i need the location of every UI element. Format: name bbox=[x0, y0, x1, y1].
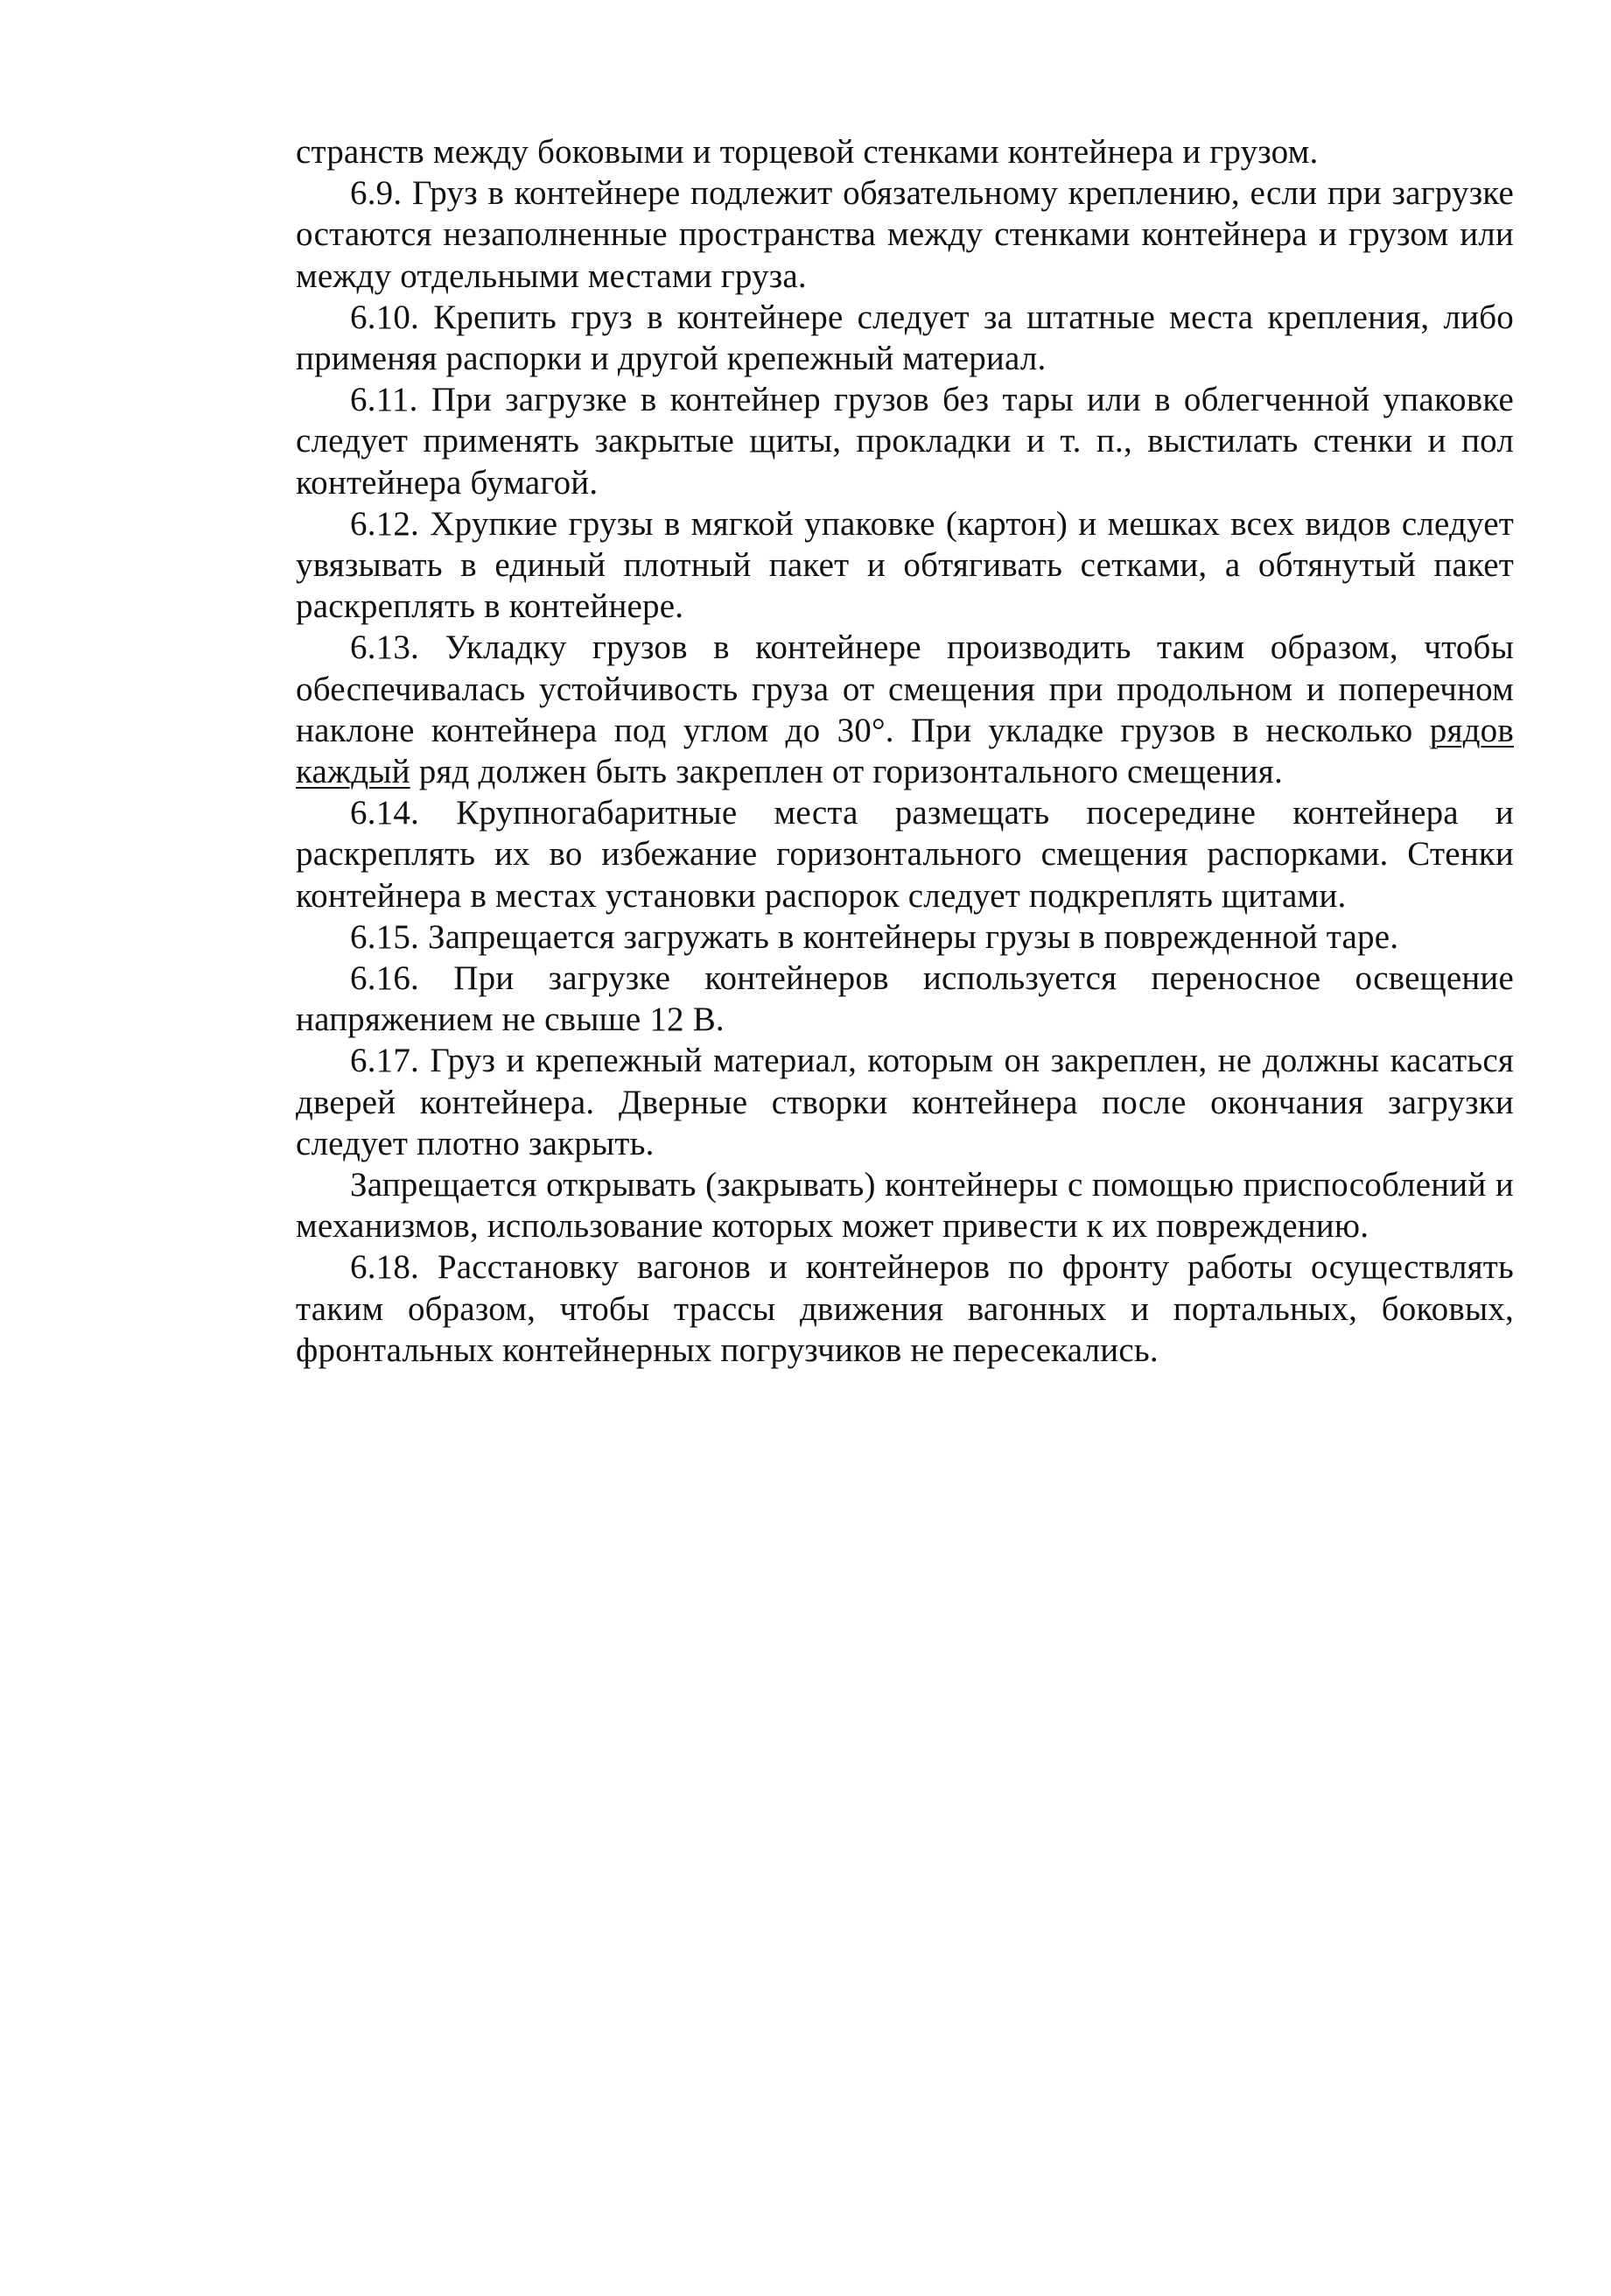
paragraph-6-10 bbox=[296, 297, 1514, 379]
paragraph-continuation bbox=[296, 131, 1514, 172]
paragraph-text: Крепить груз в контейнере следует за штатные места крепления, либо применяя распорки и другой крепежный материал. bbox=[296, 298, 1514, 378]
paragraph-text: При загрузке в контейнер грузов без тары или в облегченной упаковке следует применять закрытые щиты, прокладки и т. п., выстилать стенки и пол контейнера бумагой. bbox=[296, 381, 1514, 502]
paragraph-number: 6.13. bbox=[350, 628, 419, 667]
paragraph-text: Запрещается загружать в контейнеры грузы в поврежденной таре. bbox=[427, 917, 1399, 956]
paragraph-number: 6.9. bbox=[350, 174, 403, 213]
paragraph-6-18 bbox=[296, 1246, 1514, 1371]
paragraph-6-14 bbox=[296, 792, 1514, 916]
paragraph-6-9 bbox=[296, 172, 1514, 297]
paragraph-6-13 bbox=[296, 627, 1514, 792]
paragraph-6-11 bbox=[296, 379, 1514, 503]
paragraph-text: Запрещается открывать (закрывать) контейнеры с помощью приспособлений и механизмов, использование которых может привести к их повреждению. bbox=[296, 1166, 1514, 1246]
paragraph-number: 6.14. bbox=[350, 794, 419, 832]
paragraph-number: 6.16. bbox=[350, 959, 419, 998]
paragraph-number: 6.10. bbox=[350, 298, 419, 336]
paragraph-text: Хрупкие грузы в мягкой упаковке (картон) и мешках всех видов следует увязывать в единый плотный пакет и обтягивать сетками, а обтянутый пакет раскреплять в контейнере. bbox=[296, 504, 1514, 626]
paragraph-number: 6.17. bbox=[350, 1042, 419, 1080]
paragraph-number: 6.18. bbox=[350, 1248, 419, 1287]
paragraph-text: При загрузке контейнеров используется переносное освещение напряжением не свыше 12 В. bbox=[296, 959, 1514, 1039]
paragraph-text: Расстановку вагонов и контейнеров по фронту работы осуществлять таким образом, чтобы трассы движения вагонных и портальных, боковых, фронтальных контейнерных погрузчиков не пересекались. bbox=[296, 1248, 1514, 1369]
paragraph-text: Груз в контейнере подлежит обязательному креплению, если при загрузке остаются незаполненные пространства между стенками контейнера и грузом или между отдельными местами груза. bbox=[296, 174, 1514, 295]
paragraph-6-16 bbox=[296, 958, 1514, 1040]
underlined-text: рядов каждый bbox=[296, 711, 1514, 791]
paragraph-text: Укладку грузов в контейнере производить таким образом, чтобы обеспечивалась устойчивость груза от смещения при продольном и поперечном наклоне контейнера под углом до 30°. При укладке грузов в несколько bbox=[296, 628, 1514, 749]
paragraph-number: 6.15. bbox=[350, 917, 419, 956]
paragraph-6-12 bbox=[296, 503, 1514, 628]
paragraph-text: Груз и крепежный материал, которым он закреплен, не должны касаться дверей контейнера. Дверные створки контейнера после окончания загрузки следует плотно закрыть. bbox=[296, 1042, 1515, 1162]
paragraph-text: ряд должен быть закреплен от горизонтального смещения. bbox=[418, 753, 1283, 791]
paragraph-number: 6.12. bbox=[350, 504, 419, 543]
paragraph-text: странств между боковыми и торцевой стенками контейнера и грузом. bbox=[296, 133, 1319, 171]
paragraph-number: 6.11. bbox=[350, 381, 418, 419]
document-body bbox=[296, 131, 1514, 1371]
paragraph-6-15 bbox=[296, 916, 1514, 958]
paragraph-6-17-note bbox=[296, 1164, 1514, 1246]
paragraph-6-17 bbox=[296, 1040, 1514, 1164]
paragraph-text: Крупногабаритные места размещать посередине контейнера и раскреплять их во избежание горизонтального смещения распорками. Стенки контейнера в местах установки распорок следует подкреплять щитами. bbox=[296, 794, 1514, 915]
